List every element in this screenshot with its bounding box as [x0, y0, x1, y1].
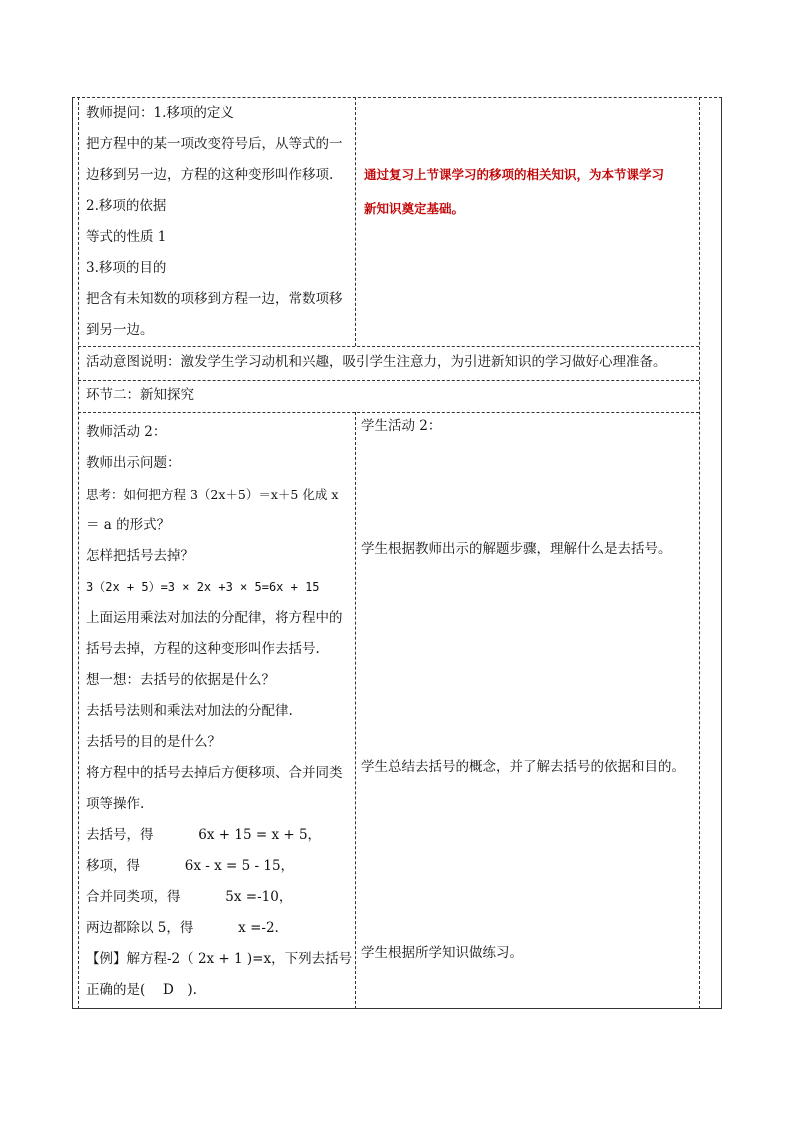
student-note: 学生根据所学知识做练习。	[361, 945, 523, 961]
teacher-line: 括号去掉，方程的这种变形叫作去括号.	[86, 641, 320, 657]
student-title: 学生活动 2：	[361, 418, 442, 434]
student-note: 学生总结去括号的概念，并了解去括号的依据和目的。	[361, 759, 685, 775]
teacher-line: 思考：如何把方程 3（2x＋5）＝x＋5 化成 x	[86, 487, 339, 502]
activity-intent: 活动意图说明：激发学生学习动机和兴趣，吸引学生注意力，为引进新知识的学习做好心理准备。	[86, 354, 667, 370]
solution-step: 合并同类项，得 5x =-10，	[86, 889, 293, 905]
student-note: 学生根据教师出示的解题步骤，理解什么是去括号。	[361, 541, 672, 557]
teacher-line: 把含有未知数的项移到方程一边，常数项移	[86, 291, 343, 307]
example-line: 【例】解方程-2（ 2x + 1 )=x，下列去括号	[86, 951, 353, 967]
column-divider-top	[355, 97, 356, 346]
teacher-line: 边移到另一边，方程的这种变形叫作移项.	[86, 167, 334, 183]
teacher-line: 想一想：去括号的依据是什么？	[86, 672, 275, 688]
teacher-line: 教师活动 2：	[86, 424, 167, 440]
teacher-line: 怎样把括号去掉？	[86, 548, 194, 564]
column-divider-bottom	[355, 412, 356, 1009]
teacher-line: 上面运用乘法对加法的分配律，将方程中的	[86, 610, 343, 626]
solution-step: 两边都除以 5，得 x =-2.	[86, 920, 279, 936]
right-inner-border	[699, 97, 700, 1009]
purpose-line: 新知识奠定基础。	[364, 201, 465, 216]
teacher-line: 2.移项的依据	[86, 198, 167, 214]
teacher-line: ＝ a 的形式？	[86, 517, 171, 533]
teacher-line: 把方程中的某一项改变符号后，从等式的一	[86, 136, 343, 152]
teacher-line: 去括号法则和乘法对加法的分配律.	[86, 703, 293, 719]
solution-step: 去括号，得 6x + 15 = x + 5，	[86, 827, 322, 843]
teacher-line: 去括号的目的是什么？	[86, 734, 221, 750]
teacher-line: 到另一边。	[86, 322, 154, 338]
teacher-line: 项等操作.	[86, 796, 145, 812]
teacher-line: 3.移项的目的	[86, 260, 167, 276]
left-inner-border	[78, 97, 79, 1009]
teacher-line: 将方程中的括号去掉后方便移项、合并同类	[86, 765, 343, 781]
purpose-line: 通过复习上节课学习的移项的相关知识，为本节课学习	[364, 167, 665, 182]
equation-line: 3（2x + 5）=3 × 2x +3 × 5=6x + 15	[86, 580, 320, 594]
teacher-line: 教师出示问题：	[86, 455, 181, 471]
teacher-line: 教师提问：1.移项的定义	[86, 105, 234, 121]
solution-step: 移项，得 6x - x = 5 - 15，	[86, 858, 295, 874]
teacher-line: 等式的性质 1	[86, 229, 167, 245]
example-line: 正确的是( D ).	[86, 982, 197, 998]
stage-title: 环节二：新知探究	[86, 387, 194, 403]
